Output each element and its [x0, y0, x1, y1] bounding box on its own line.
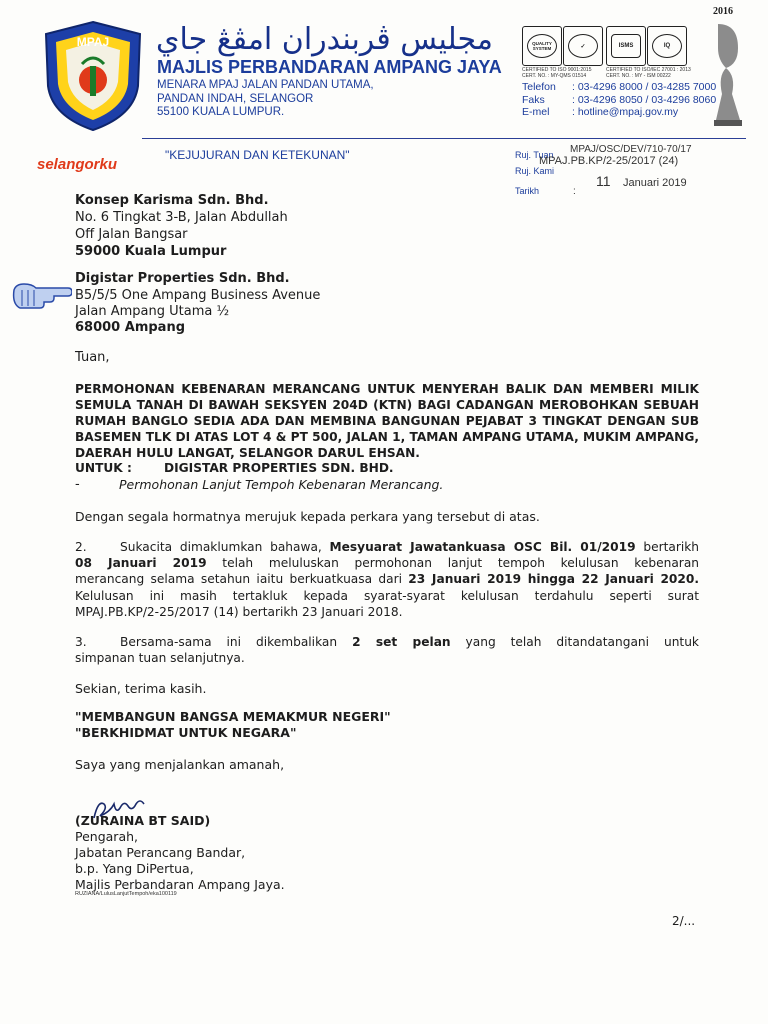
award-trophy-icon: [712, 20, 744, 128]
recipient-2-address-1: B5/5/5 One Ampang Business Avenue: [75, 288, 321, 303]
ruj-kami-value: MPAJ.PB.KP/2-25/2017 (24): [539, 155, 679, 167]
tarikh-colon: :: [573, 186, 576, 197]
recipient-2-name: Digistar Properties Sdn. Bhd.: [75, 271, 290, 286]
council-name: MAJLIS PERBANDARAN AMPANG JAYA: [157, 57, 502, 77]
signatory-title-1: Pengarah,: [75, 829, 138, 844]
ruj-tuan-label: Ruj. Tuan: [515, 150, 554, 160]
signatory-title-3: b.p. Yang DiPertua,: [75, 861, 194, 876]
recipient-1-postcode: 59000 Kuala Lumpur: [75, 244, 227, 259]
recipient-1-address-2: Off Jalan Bangsar: [75, 227, 188, 242]
para3-number: 3.: [75, 635, 87, 649]
page-number: 2/...: [672, 914, 696, 928]
mpaj-logo: [42, 20, 144, 132]
para3: Bersama-sama ini dikembalikan 2 set pelan yang telah ditandatangani untuk simpanan tuan selanjutnya.: [75, 635, 699, 666]
pointing-hand-icon: [10, 280, 72, 314]
tarikh-day: 11: [596, 173, 611, 189]
sub-item-dash: -: [75, 477, 80, 492]
selangorku-logo: selangorku: [37, 156, 118, 173]
slogan-1: "MEMBANGUN BANGSA MEMAKMUR NEGERI": [75, 709, 391, 724]
signatory-title-4: Majlis Perbandaran Ampang Jaya.: [75, 877, 285, 892]
cert-label-1: CERTIFIED TO ISO 9001:2015 CERT. NO. : MY-QMS 01514: [522, 67, 592, 79]
tarikh-value: Januari 2019: [623, 177, 687, 189]
cert-label-2: CERTIFIED TO ISO/IEC 27001 : 2013 CERT. NO. : MY - ISM 00222: [606, 67, 691, 79]
tarikh-label: Tarikh: [515, 186, 540, 196]
recipient-1-address-1: No. 6 Tingkat 3-B, Jalan Abdullah: [75, 210, 288, 225]
council-address: MENARA MPAJ JALAN PANDAN UTAMA, PANDAN INDAH, SELANGOR 55100 KUALA LUMPUR.: [157, 79, 374, 118]
contact-info: Telefon : 03-4296 8000 / 03-4285 7000 Faks : 03-4296 8050 / 03-4296 8060 E-mel : hotline@mpaj.gov.my: [522, 81, 717, 118]
file-reference: RUZIANA/LulusLanjutTempoh/eka100119: [75, 891, 177, 897]
logo-text: MPAJ: [76, 35, 110, 49]
recipient-2-address-2: Jalan Ampang Utama ½: [75, 304, 230, 319]
recipient-2-postcode: 68000 Ampang: [75, 320, 185, 335]
sub-item: Permohonan Lanjut Tempoh Kebenaran Merancang.: [119, 477, 444, 492]
isms-badge: ISMS: [606, 26, 646, 66]
yours-faithfully: Saya yang menjalankan amanah,: [75, 757, 285, 772]
salutation: Tuan,: [75, 350, 110, 365]
ruj-tuan-value: MPAJ/OSC/DEV/710-70/17: [570, 144, 692, 155]
council-name-jawi: مجليس ڤربندران امڤڠ جاي: [156, 22, 493, 57]
subject: PERMOHONAN KEBENARAN MERANCANG UNTUK MENYERAH BALIK DAN MEMBERI MILIK SEMULA TANAH DI BAWAH SEKSYEN 204D (KTN) BAGI CADANGAN MEROBOHKAN SEBUAH RUMAH BANGLO SEDIA ADA DAN MEMBINA BANGUNAN PEJABAT 3 TINGKAT DENGAN SUB BASEMEN TLK DI ATAS LOT 4 & PT 500, JALAN 1, TAMAN AMPANG UTAMA, MUKIM AMPANG, DAERAH HULU LANGAT, SELANGOR DARUL EHSAN.: [75, 382, 699, 460]
letterhead-divider: [142, 138, 746, 139]
iqnet-badge: IQ: [647, 26, 687, 66]
para2: Sukacita dimaklumkan bahawa, Mesyuarat Jawatankuasa OSC Bil. 01/2019 bertarikh 08 Januari 2019 telah meluluskan permohonan lanjut tempoh kelulusan kebenaran merancang selama setahun iaitu berkuatkuasa dari 23 Januari 2019 hingga 22 Januari 2020. Kelulusan ini masih tertakluk kepada syarat-syarat kelulusan terdahulu seperti surat MPAJ.PB.KP/2-25/2017 (14) bertarikh 23 Januari 2018.: [75, 540, 700, 619]
standards-badge: ✓: [563, 26, 603, 66]
para2-number: 2.: [75, 540, 87, 554]
recipient-1-name: Konsep Karisma Sdn. Bhd.: [75, 193, 269, 208]
motto: "KEJUJURAN DAN KETEKUNAN": [165, 148, 350, 162]
closing: Sekian, terima kasih.: [75, 681, 207, 696]
quality-system-badge: QUALITY SYSTEM: [522, 26, 562, 66]
signatory-name: (ZURAINA BT SAID): [75, 813, 211, 828]
untuk-label: UNTUK :: [75, 461, 132, 475]
opening-line: Dengan segala hormatnya merujuk kepada perkara yang tersebut di atas.: [75, 509, 540, 524]
award-year: 2016: [713, 6, 733, 17]
ruj-kami-label: Ruj. Kami: [515, 166, 555, 176]
slogan-2: "BERKHIDMAT UNTUK NEGARA": [75, 725, 297, 740]
signatory-title-2: Jabatan Perancang Bandar,: [75, 845, 246, 860]
untuk-value: DIGISTAR PROPERTIES SDN. BHD.: [164, 461, 394, 475]
